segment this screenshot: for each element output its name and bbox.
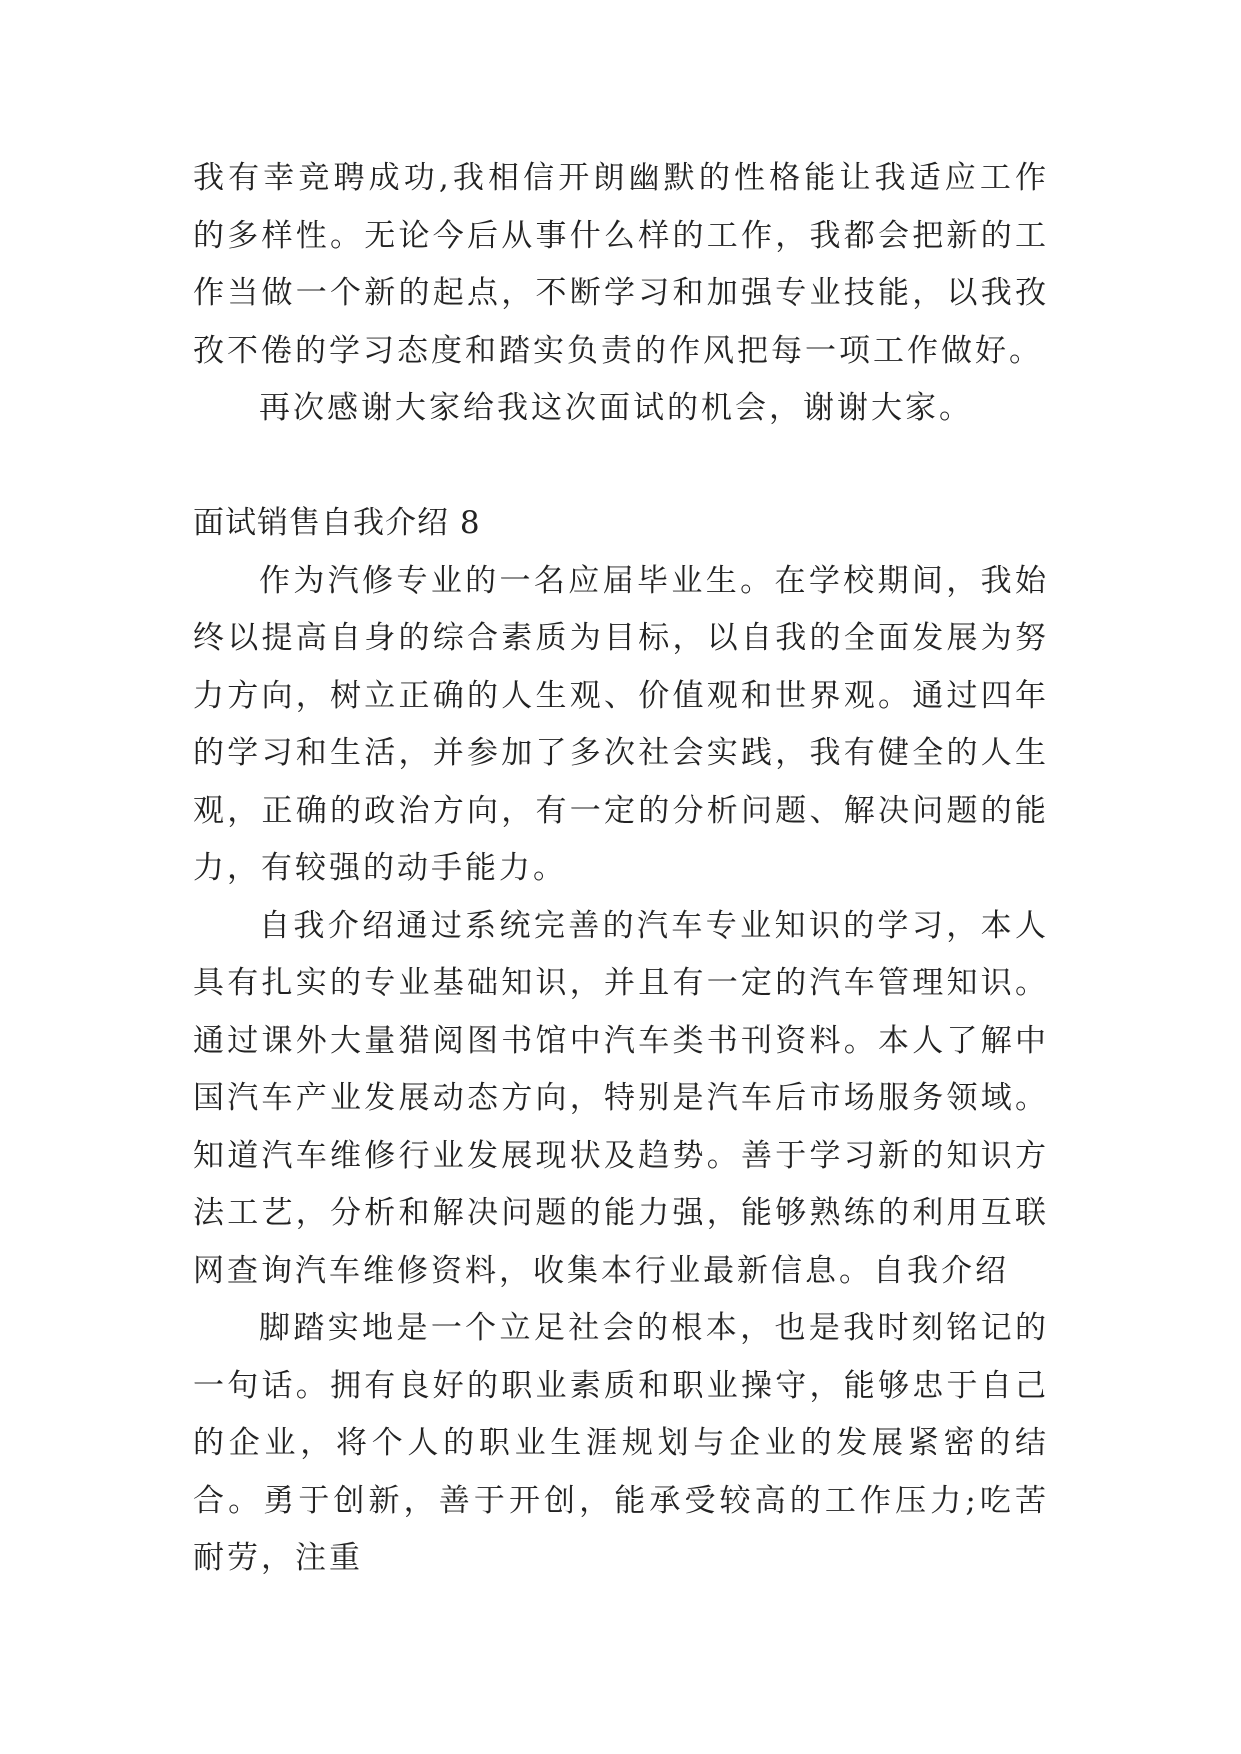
paragraph: 脚踏实地是一个立足社会的根本，也是我时刻铭记的一句话。拥有良好的职业素质和职业操守，能够忠于自己的企业，将个人的职业生涯规划与企业的发展紧密的结合。勇于创新，善于开创，能承受较高的工作压力;吃苦耐劳，注重 — [193, 1310, 1049, 1576]
section-heading: 面试销售自我介绍 8 — [193, 505, 481, 541]
paragraph: 作为汽修专业的一名应届毕业生。在学校期间，我始终以提高自身的综合素质为目标，以自我的全面发展为努力方向，树立正确的人生观、价值观和世界观。通过四年的学习和生活，并参加了多次社会实践，我有健全的人生观，正确的政治方向，有一定的分析问题、解决问题的能力，有较强的动手能力。 — [193, 562, 1049, 886]
paragraph: 我有幸竞聘成功,我相信开朗幽默的性格能让我适应工作的多样性。无论今后从事什么样的工作，我都会把新的工作当做一个新的起点，不断学习和加强专业技能，以我孜孜不倦的学习态度和踏实负责的作风把每一项工作做好。 — [193, 160, 1049, 369]
paragraph: 自我介绍通过系统完善的汽车专业知识的学习，本人具有扎实的专业基础知识，并且有一定的汽车管理知识。通过课外大量猎阅图书馆中汽车类书刊资料。本人了解中国汽车产业发展动态方向，特别是汽车后市场服务领域。知道汽车维修行业发展现状及趋势。善于学习新的知识方法工艺，分析和解决问题的能力强，能够熟练的利用互联网查询汽车维修资料，收集本行业最新信息。自我介绍 — [193, 907, 1049, 1289]
document-body — [193, 150, 1049, 1588]
paragraph: 再次感谢大家给我这次面试的机会，谢谢大家。 — [259, 390, 973, 426]
